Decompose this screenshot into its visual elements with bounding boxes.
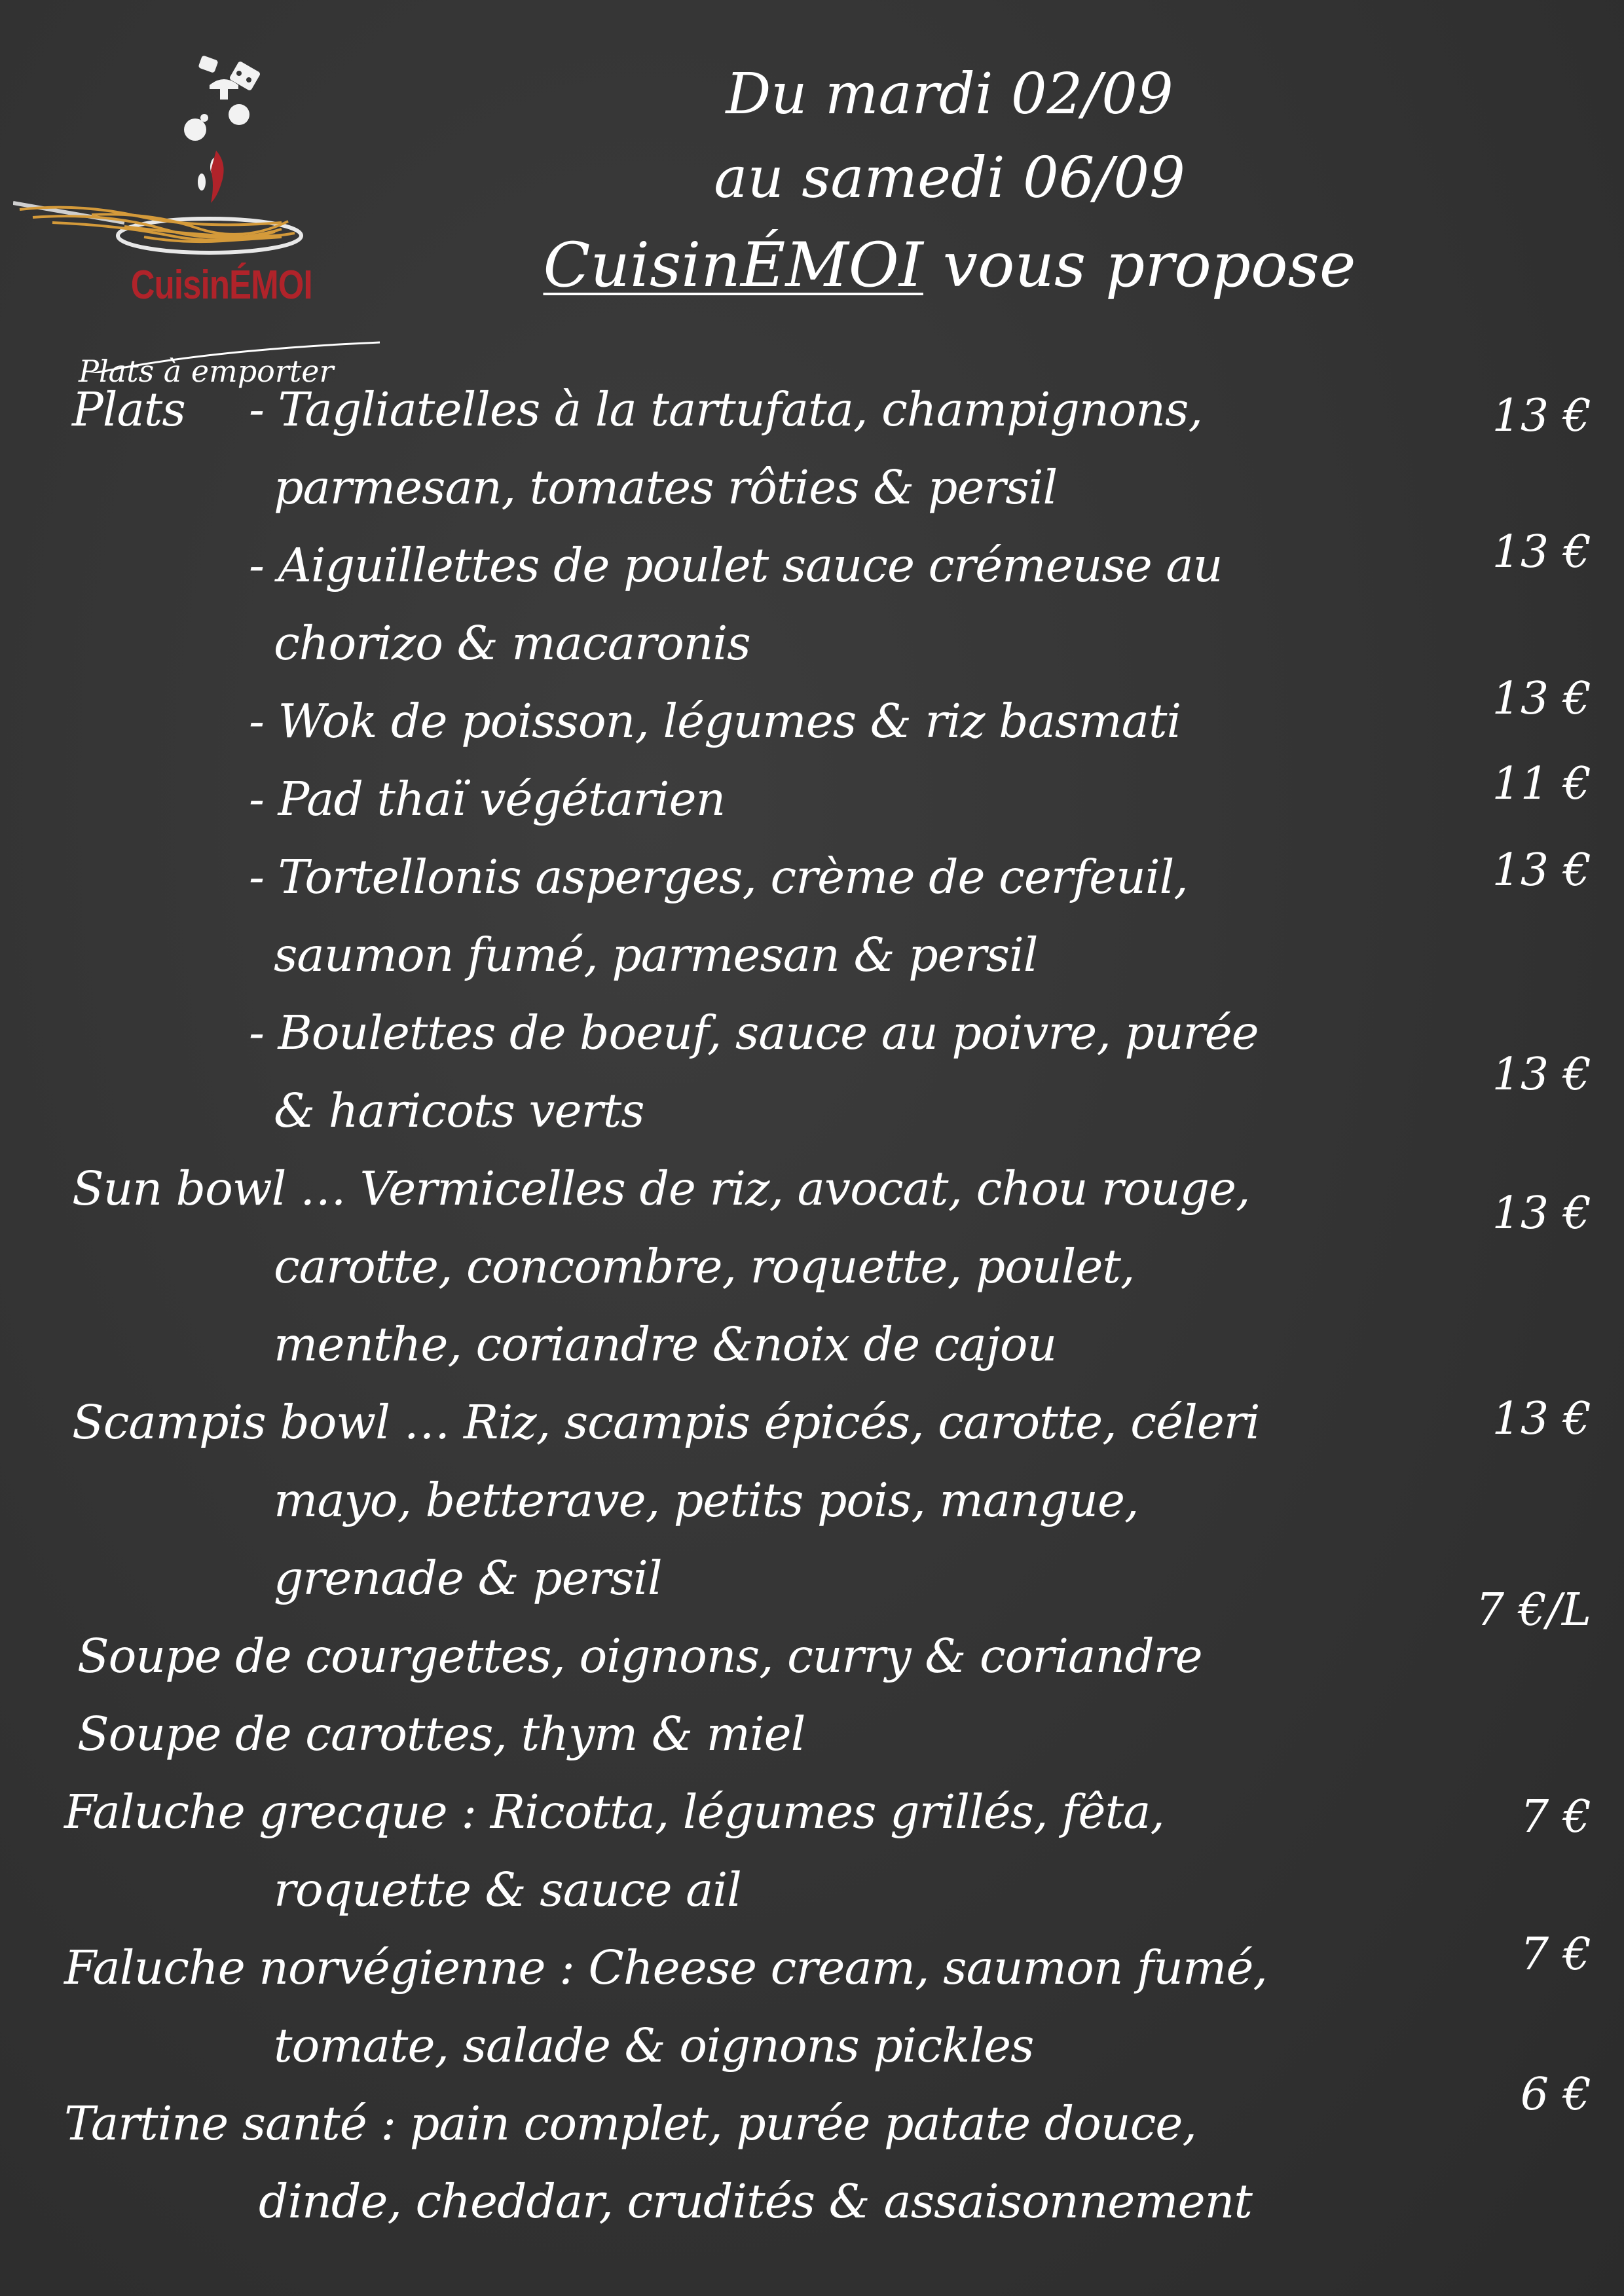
price-label: 13 € [1492,673,1591,725]
menu-header [471,52,1428,312]
price-label: 7 € [1520,1929,1591,1980]
section-label-plats: Plats [72,382,185,437]
menu-line: - Aiguillettes de poulet sauce crémeuse au [249,538,1223,592]
price-label: 13 € [1492,1188,1591,1239]
price-label: 13 € [1492,845,1591,896]
menu-line: saumon fumé, parmesan & persil [274,928,1038,982]
header-suffix: vous propose [923,230,1356,301]
menu-line: Faluche norvégienne : Cheese cream, saumon fumé, [64,1941,1267,1995]
menu-line: roquette & sauce ail [274,1863,741,1917]
menu-line: - Tagliatelles à la tartufata, champignons, [249,382,1203,437]
menu-line: - Wok de poisson, légumes & riz basmati [249,694,1181,748]
menu-line: dinde, cheddar, crudités & assaisonnement [259,2174,1252,2229]
menu-line: menthe, coriandre &noix de cajou [274,1317,1057,1372]
menu-line: Sun bowl … Vermicelles de riz, avocat, chou rouge, [72,1161,1250,1216]
price-label: 13 € [1492,390,1591,442]
price-label: 7 € [1520,1791,1591,1843]
price-label: 13 € [1492,1049,1591,1101]
menu-line: - Boulettes de boeuf, sauce au poivre, purée [249,1006,1259,1060]
menu-line: Soupe de carottes, thym & miel [77,1707,805,1761]
price-label: 13 € [1492,526,1591,578]
header-brand-line [471,220,1428,312]
menu-line: Faluche grecque : Ricotta, légumes grillés, fêta, [64,1785,1164,1839]
menu-line: tomate, salade & oignons pickles [274,2018,1034,2073]
date-from: Du mardi 02/09 [726,62,1173,127]
price-label: 13 € [1492,1393,1591,1445]
menu-line: parmesan, tomates rôties & persil [274,460,1058,515]
price-label: 7 €/L [1475,1584,1591,1636]
date-to: au samedi 06/09 [714,145,1185,211]
menu-line: - Tortellonis asperges, crème de cerfeuil, [249,850,1188,904]
menu-line: carotte, concombre, roquette, poulet, [274,1239,1135,1294]
menu-line: mayo, betterave, petits pois, mangue, [274,1473,1139,1527]
menu-line: Tartine santé : pain complet, purée patate douce, [64,2096,1196,2151]
price-label: 11 € [1492,758,1591,810]
menu-line: Soupe de courgettes, oignons, curry & coriandre [77,1629,1202,1683]
header-brand-name: CuisinÉMOI [543,230,923,301]
menu-line: & haricots verts [274,1084,644,1138]
menu-line: chorizo & macaronis [274,616,750,670]
menu-line: Scampis bowl … Riz, scampis épicés, carotte, céleri [72,1395,1260,1449]
cuisinemoi-logo [13,46,393,389]
logo-brand-text: CuisinÉMOI [130,263,312,308]
logo-tagline: Plats à emporter [79,354,334,389]
menu-line: grenade & persil [274,1551,662,1605]
tagline-underline [13,46,393,373]
price-label: 6 € [1520,2069,1591,2121]
menu-line: - Pad thaï végétarien [249,772,726,826]
